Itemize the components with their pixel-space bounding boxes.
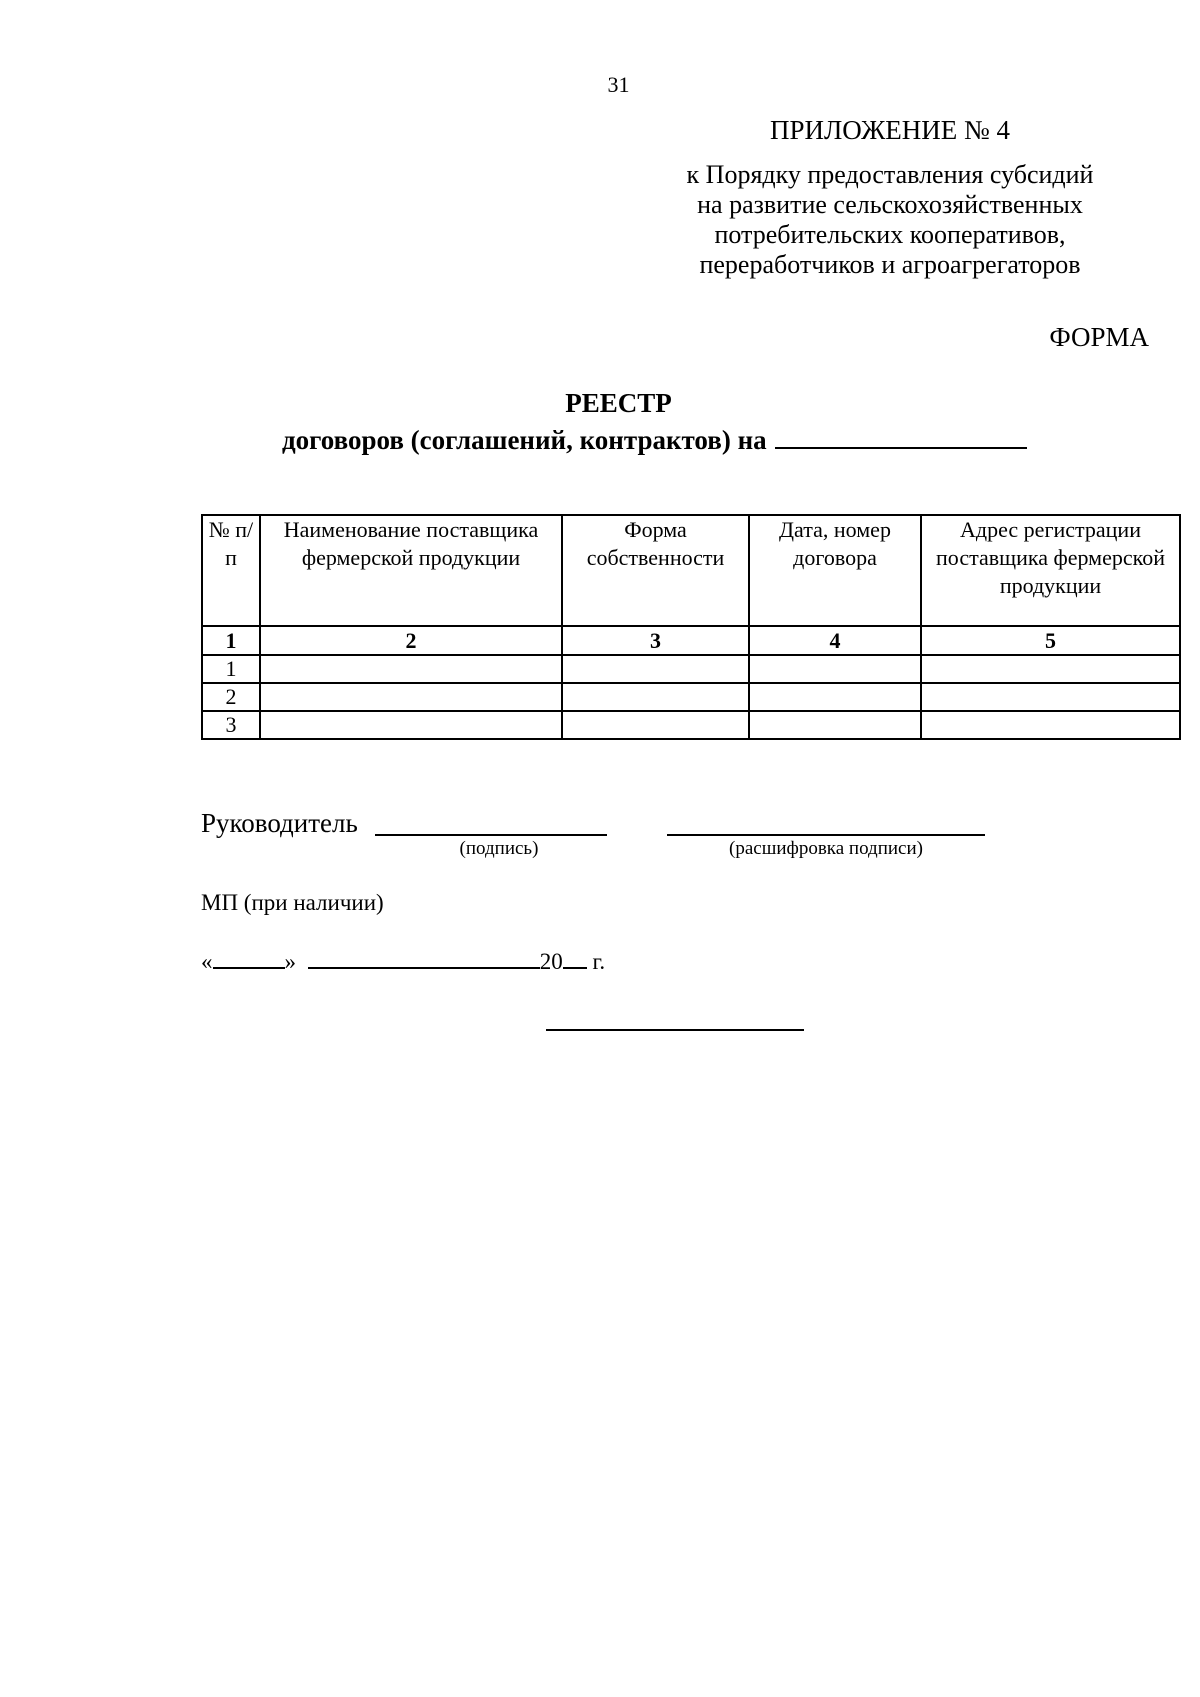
signature-label: Руководитель (201, 808, 358, 838)
appendix-line: к Порядку предоставления субсидий (686, 160, 1094, 189)
appendix-line: на развитие сельскохозяйственных (697, 190, 1083, 219)
column-number-cell: 2 (260, 626, 562, 655)
table-row (202, 683, 1180, 711)
month-blank (308, 947, 540, 969)
table-cell (921, 711, 1180, 739)
table-cell (562, 683, 749, 711)
appendix-line: потребительских кооперативов, (714, 220, 1066, 249)
column-number-cell: 4 (749, 626, 921, 655)
page-number: 31 (607, 72, 630, 97)
table-cell (749, 683, 921, 711)
table-cell (562, 655, 749, 683)
year-prefix: 20 (539, 949, 563, 974)
table-cell (562, 711, 749, 739)
registry-title: РЕЕСТР (565, 388, 672, 418)
closing-divider (546, 1029, 804, 1031)
year-blank (563, 947, 587, 969)
year-suffix: г. (592, 949, 606, 974)
table-header-cell: № п/п (202, 515, 260, 626)
column-number-cell: 1 (202, 626, 260, 655)
table-row (202, 711, 1180, 739)
column-number-cell: 3 (562, 626, 749, 655)
table-cell (749, 711, 921, 739)
signature-decoding-line (667, 834, 985, 836)
registry-table (201, 514, 1181, 740)
table-cell (260, 683, 562, 711)
table-header-cell: Адрес регистрации поставщика фермерской продукции (921, 515, 1180, 626)
table-cell: 1 (202, 655, 260, 683)
registry-date-blank (775, 423, 1027, 449)
table-header-cell: Наименование поставщика фермерской продукции (260, 515, 562, 626)
table-cell: 2 (202, 683, 260, 711)
table-cell (260, 711, 562, 739)
registry-subtitle-text: договоров (соглашений, контрактов) на (282, 425, 767, 455)
close-quote: » (284, 949, 296, 974)
column-number-row (202, 626, 1180, 655)
stamp-label: МП (при наличии) (201, 890, 384, 915)
table-header-cell: Дата, номер договора (749, 515, 921, 626)
table-cell (921, 683, 1180, 711)
appendix-line: переработчиков и агроагрегаторов (699, 250, 1081, 279)
table-row (202, 655, 1180, 683)
table-header-row (202, 515, 1180, 626)
day-blank (213, 947, 285, 969)
column-number-cell: 5 (921, 626, 1180, 655)
decoding-caption: (расшифровка подписи) (729, 838, 923, 859)
table-header-cell: Форма собственности (562, 515, 749, 626)
appendix-subtitle (620, 160, 1160, 280)
table-cell (921, 655, 1180, 683)
signature-line (375, 834, 607, 836)
date-line (201, 947, 605, 975)
table-cell (260, 655, 562, 683)
table-cell: 3 (202, 711, 260, 739)
signature-caption: (подпись) (459, 838, 539, 859)
registry-subtitle (282, 423, 1027, 456)
form-label: ФОРМА (1049, 322, 1149, 352)
appendix-title: ПРИЛОЖЕНИЕ № 4 (769, 115, 1011, 145)
open-quote: « (201, 949, 213, 974)
table-cell (749, 655, 921, 683)
